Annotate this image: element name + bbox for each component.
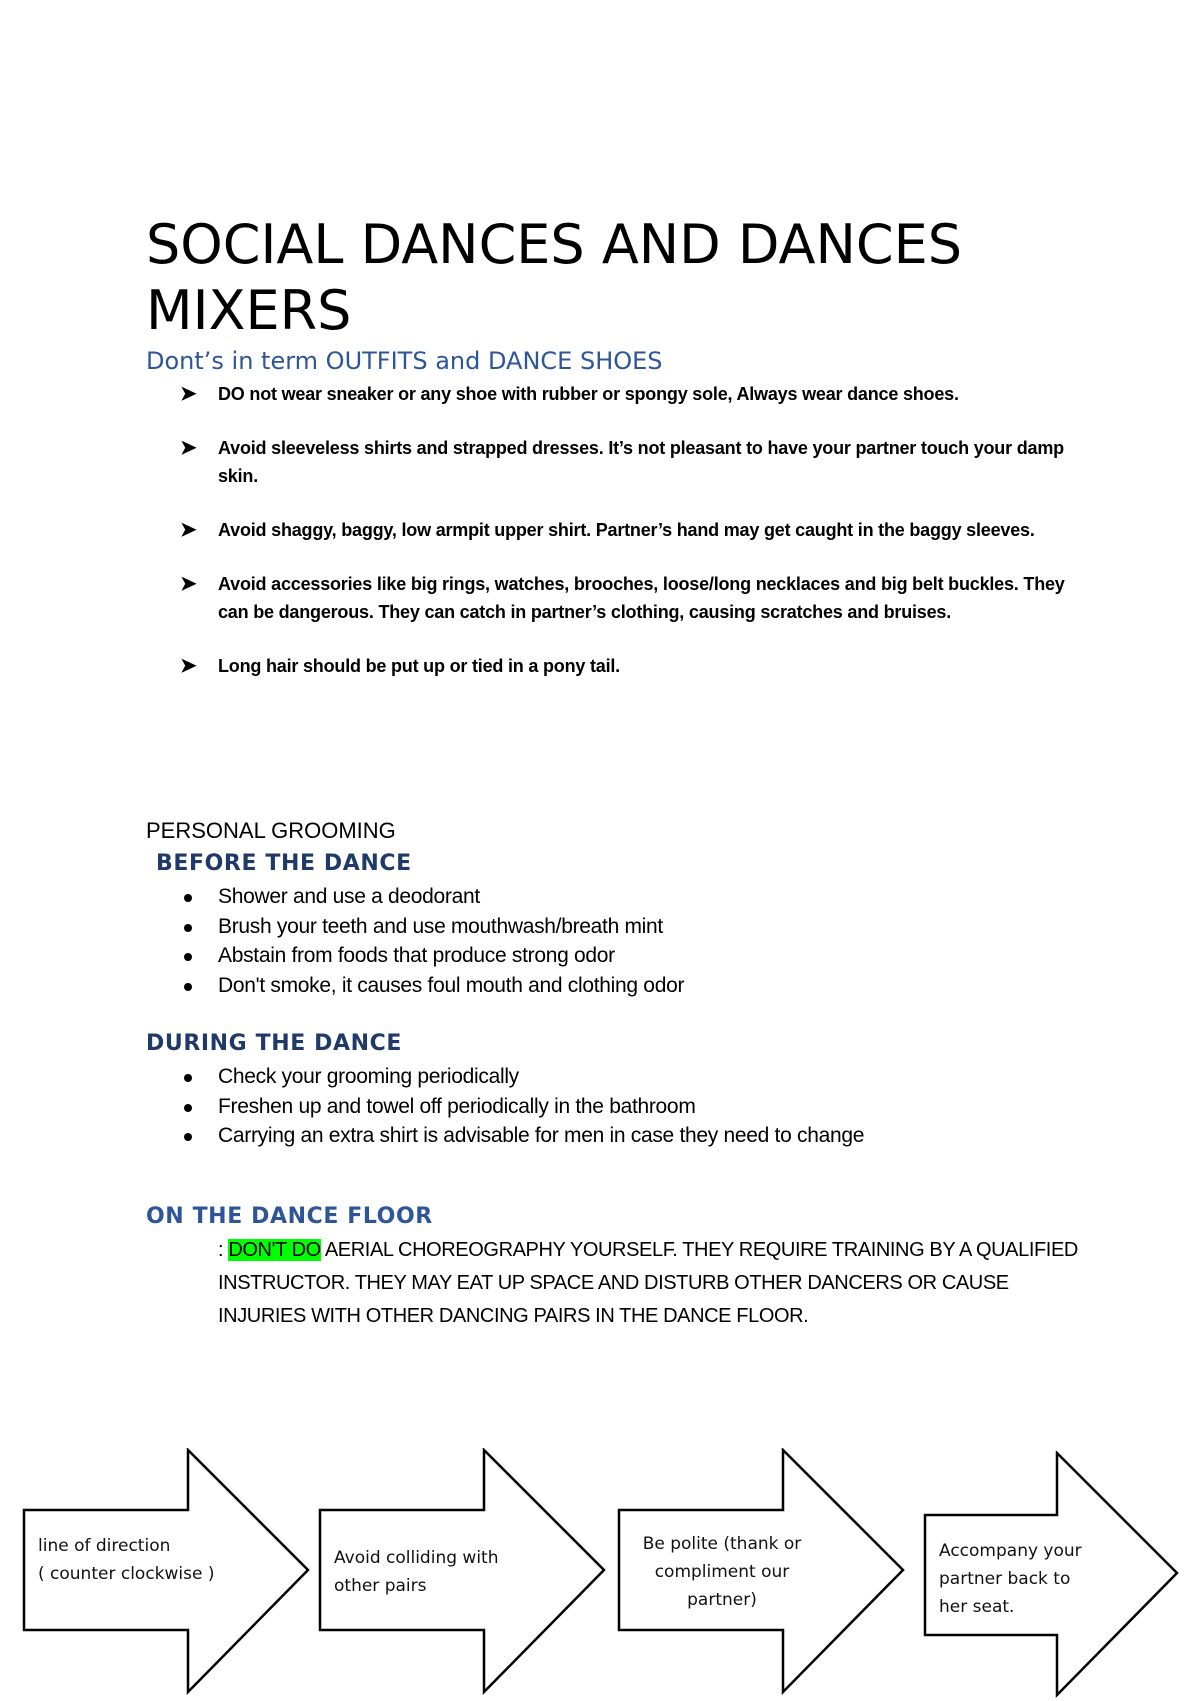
list-item: Carrying an extra shirt is advisable for men in case they need to change: [180, 1121, 1080, 1151]
arrow-label-2: Avoid colliding with other pairs: [334, 1548, 499, 1596]
dont-do-highlight: DON'T DO: [228, 1239, 321, 1261]
arrow-step-3: [617, 1448, 907, 1698]
arrow-bullet-icon: ➤: [180, 573, 197, 595]
arrow-label-4: Accompany your partner back to her seat.: [939, 1541, 1082, 1617]
arrow-bullet-icon: ➤: [180, 383, 197, 405]
outfit-donts-list: [180, 380, 1080, 680]
before-dance-heading: BEFORE THE DANCE: [156, 851, 412, 876]
list-item: ➤ Long hair should be put up or tied in a pony tail.: [180, 655, 620, 677]
list-item: Freshen up and towel off periodically in the bathroom: [180, 1092, 1080, 1122]
list-item: Don't smoke, it causes foul mouth and clothing odor: [180, 971, 1080, 1001]
during-dance-heading: DURING THE DANCE: [146, 1031, 402, 1056]
arrow-bullet-icon: ➤: [180, 655, 197, 677]
list-item: ➤ Avoid sleeveless shirts and strapped dresses. It’s not pleasant to have your partner touch your damp skin.: [180, 437, 1064, 486]
list-item: ➤ Avoid shaggy, baggy, low armpit upper shirt. Partner’s hand may get caught in the baggy sleeves.: [180, 519, 1035, 541]
outfits-subtitle: Dont’s in term OUTFITS and DANCE SHOES: [146, 347, 663, 375]
bullet-dot-icon: [184, 983, 192, 991]
bullet-dot-icon: [184, 924, 192, 932]
list-item: Brush your teeth and use mouthwash/breath mint: [180, 912, 1080, 942]
bullet-dot-icon: [184, 1104, 192, 1112]
before-dance-list: [180, 882, 1080, 1000]
during-dance-list: [180, 1062, 1080, 1151]
arrow-step-2: [318, 1448, 608, 1698]
arrow-label-1: line of direction ( counter clockwise ): [38, 1536, 215, 1584]
bullet-dot-icon: [184, 1074, 192, 1082]
bullet-dot-icon: [184, 1133, 192, 1141]
arrow-bullet-icon: ➤: [180, 519, 197, 541]
arrow-step-4: [923, 1451, 1200, 1701]
list-item: Shower and use a deodorant: [180, 882, 1080, 912]
list-item: ➤ DO not wear sneaker or any shoe with rubber or spongy sole, Always wear dance shoes.: [180, 383, 959, 405]
dance-floor-paragraph: : DON'T DO AERIAL CHOREOGRAPHY YOURSELF. THEY REQUIRE TRAINING BY A QUALIFIED INSTRUCTOR. THEY MAY EAT UP SPACE AND DISTURB OTHER DANCERS OR CAUSE INJURIES WITH OTHER DANCING PAIRS IN THE DANCE FLOOR.: [218, 1239, 1078, 1327]
personal-grooming-heading: PERSONAL GROOMING: [146, 818, 396, 843]
arrow-step-1: [22, 1448, 312, 1698]
arrow-label-3: Be polite (thank or compliment our partner): [642, 1534, 802, 1610]
page-title: SOCIAL DANCES AND DANCES MIXERS: [146, 213, 962, 342]
list-item: Check your grooming periodically: [180, 1062, 1080, 1092]
bullet-dot-icon: [184, 953, 192, 961]
list-item: Abstain from foods that produce strong odor: [180, 941, 1080, 971]
list-item: ➤ Avoid accessories like big rings, watches, brooches, loose/long necklaces and big belt buckles. They can be dangerous. They can catch in partner’s clothing, causing scratches and bruises.: [180, 573, 1065, 622]
dance-floor-heading: ON THE DANCE FLOOR: [146, 1204, 433, 1229]
arrow-bullet-icon: ➤: [180, 437, 197, 459]
bullet-dot-icon: [184, 894, 192, 902]
